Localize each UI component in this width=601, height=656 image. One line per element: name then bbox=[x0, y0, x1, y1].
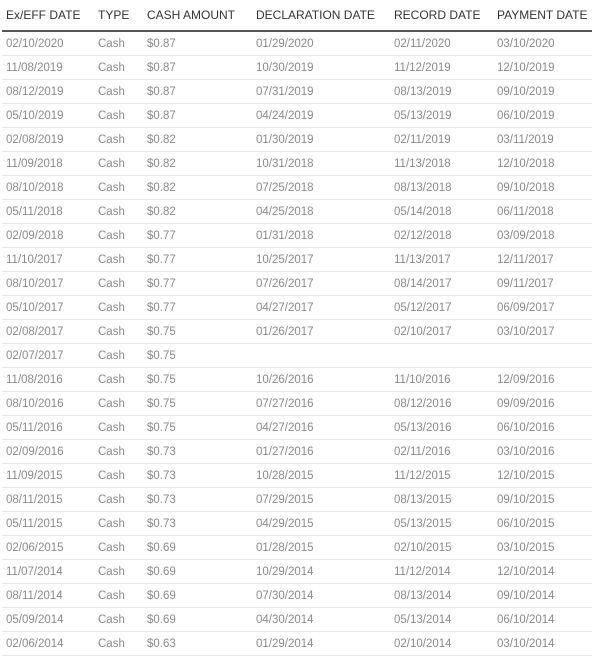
cell-payment-date: 06/10/2014 bbox=[497, 613, 555, 626]
header-ex-eff-date[interactable]: Ex/EFF DATE bbox=[6, 8, 81, 22]
cell-payment-date: 12/09/2016 bbox=[497, 373, 555, 386]
cell-record-date: 05/13/2014 bbox=[394, 613, 452, 626]
cell-declaration-date: 01/30/2019 bbox=[256, 133, 314, 146]
cell-payment-date: 06/09/2017 bbox=[497, 301, 555, 314]
cell-declaration-date: 10/25/2017 bbox=[256, 253, 314, 266]
cell-declaration-date: 07/31/2019 bbox=[256, 85, 314, 98]
cell-payment-date: 03/10/2020 bbox=[497, 37, 555, 50]
cell-type: Cash bbox=[98, 517, 125, 530]
cell-record-date: 08/13/2018 bbox=[394, 181, 452, 194]
cell-type: Cash bbox=[98, 589, 125, 602]
cell-type: Cash bbox=[98, 253, 125, 266]
cell-payment-date: 09/10/2015 bbox=[497, 493, 555, 506]
cell-type: Cash bbox=[98, 205, 125, 218]
cell-declaration-date: 10/28/2015 bbox=[256, 469, 314, 482]
cell-cash-amount: $0.73 bbox=[147, 517, 176, 530]
cell-cash-amount: $0.87 bbox=[147, 61, 176, 74]
cell-cash-amount: $0.73 bbox=[147, 445, 176, 458]
cell-ex-eff-date: 02/06/2015 bbox=[6, 541, 64, 554]
cell-ex-eff-date: 11/09/2018 bbox=[6, 157, 63, 170]
cell-type: Cash bbox=[98, 37, 125, 50]
cell-payment-date: 09/10/2018 bbox=[497, 181, 555, 194]
cell-declaration-date: 04/27/2016 bbox=[256, 421, 314, 434]
table-row bbox=[2, 152, 592, 176]
table-row bbox=[2, 176, 592, 200]
cell-record-date: 11/12/2014 bbox=[394, 565, 451, 578]
cell-record-date: 11/13/2017 bbox=[394, 253, 451, 266]
cell-type: Cash bbox=[98, 325, 125, 338]
cell-declaration-date: 01/29/2020 bbox=[256, 37, 314, 50]
cell-record-date: 02/10/2014 bbox=[394, 637, 452, 650]
table-row bbox=[2, 104, 592, 128]
cell-ex-eff-date: 08/11/2014 bbox=[6, 589, 63, 602]
cell-type: Cash bbox=[98, 613, 125, 626]
cell-type: Cash bbox=[98, 565, 125, 578]
table-row bbox=[2, 536, 592, 560]
table-header bbox=[2, 0, 592, 32]
cell-cash-amount: $0.77 bbox=[147, 229, 176, 242]
cell-payment-date: 12/11/2017 bbox=[497, 253, 554, 266]
cell-record-date: 08/13/2019 bbox=[394, 85, 452, 98]
cell-ex-eff-date: 08/11/2015 bbox=[6, 493, 63, 506]
table-row bbox=[2, 512, 592, 536]
cell-cash-amount: $0.82 bbox=[147, 181, 176, 194]
cell-cash-amount: $0.75 bbox=[147, 397, 176, 410]
cell-type: Cash bbox=[98, 493, 125, 506]
cell-cash-amount: $0.75 bbox=[147, 349, 176, 362]
table-row bbox=[2, 80, 592, 104]
cell-ex-eff-date: 08/12/2019 bbox=[6, 85, 64, 98]
cell-type: Cash bbox=[98, 133, 125, 146]
cell-payment-date: 12/10/2014 bbox=[497, 565, 555, 578]
table-row bbox=[2, 248, 592, 272]
table-row bbox=[2, 296, 592, 320]
cell-record-date: 11/12/2015 bbox=[394, 469, 451, 482]
table-row bbox=[2, 392, 592, 416]
cell-record-date: 08/13/2015 bbox=[394, 493, 452, 506]
cell-ex-eff-date: 11/08/2019 bbox=[6, 61, 63, 74]
cell-record-date: 02/12/2018 bbox=[394, 229, 452, 242]
cell-payment-date: 03/10/2015 bbox=[497, 541, 555, 554]
cell-declaration-date: 07/30/2014 bbox=[256, 589, 314, 602]
cell-ex-eff-date: 11/07/2014 bbox=[6, 565, 63, 578]
cell-ex-eff-date: 11/09/2015 bbox=[6, 469, 63, 482]
cell-payment-date: 09/09/2016 bbox=[497, 397, 555, 410]
table-row bbox=[2, 320, 592, 344]
cell-cash-amount: $0.63 bbox=[147, 637, 176, 650]
cell-ex-eff-date: 05/11/2015 bbox=[6, 517, 63, 530]
cell-cash-amount: $0.82 bbox=[147, 205, 176, 218]
table-row bbox=[2, 560, 592, 584]
cell-ex-eff-date: 05/11/2016 bbox=[6, 421, 63, 434]
cell-payment-date: 03/10/2016 bbox=[497, 445, 555, 458]
cell-cash-amount: $0.87 bbox=[147, 85, 176, 98]
cell-record-date: 11/10/2016 bbox=[394, 373, 451, 386]
cell-record-date: 05/13/2015 bbox=[394, 517, 452, 530]
table-row bbox=[2, 440, 592, 464]
cell-payment-date: 03/10/2014 bbox=[497, 637, 555, 650]
cell-record-date: 05/13/2016 bbox=[394, 421, 452, 434]
cell-type: Cash bbox=[98, 469, 125, 482]
cell-declaration-date: 07/27/2016 bbox=[256, 397, 314, 410]
cell-type: Cash bbox=[98, 277, 125, 290]
cell-declaration-date: 04/29/2015 bbox=[256, 517, 314, 530]
table-row bbox=[2, 272, 592, 296]
table-row bbox=[2, 128, 592, 152]
cell-declaration-date: 01/29/2014 bbox=[256, 637, 314, 650]
table-row bbox=[2, 344, 592, 368]
table-row bbox=[2, 368, 592, 392]
header-declaration-date[interactable]: DECLARATION DATE bbox=[256, 8, 375, 22]
cell-type: Cash bbox=[98, 85, 125, 98]
cell-record-date: 05/14/2018 bbox=[394, 205, 452, 218]
cell-declaration-date: 04/30/2014 bbox=[256, 613, 314, 626]
cell-declaration-date: 01/28/2015 bbox=[256, 541, 314, 554]
cell-payment-date: 09/10/2019 bbox=[497, 85, 555, 98]
cell-ex-eff-date: 02/08/2019 bbox=[6, 133, 64, 146]
cell-cash-amount: $0.82 bbox=[147, 157, 176, 170]
cell-cash-amount: $0.75 bbox=[147, 421, 176, 434]
cell-payment-date: 06/10/2015 bbox=[497, 517, 555, 530]
cell-ex-eff-date: 08/10/2016 bbox=[6, 397, 64, 410]
cell-declaration-date: 07/26/2017 bbox=[256, 277, 314, 290]
cell-ex-eff-date: 05/09/2014 bbox=[6, 613, 64, 626]
cell-declaration-date: 07/29/2015 bbox=[256, 493, 314, 506]
cell-cash-amount: $0.77 bbox=[147, 277, 176, 290]
cell-declaration-date: 01/26/2017 bbox=[256, 325, 314, 338]
cell-record-date: 05/12/2017 bbox=[394, 301, 452, 314]
cell-ex-eff-date: 02/06/2014 bbox=[6, 637, 64, 650]
cell-ex-eff-date: 11/08/2016 bbox=[6, 373, 63, 386]
cell-ex-eff-date: 02/09/2018 bbox=[6, 229, 64, 242]
cell-type: Cash bbox=[98, 349, 125, 362]
cell-declaration-date: 04/24/2019 bbox=[256, 109, 314, 122]
cell-ex-eff-date: 05/11/2018 bbox=[6, 205, 63, 218]
cell-type: Cash bbox=[98, 397, 125, 410]
cell-cash-amount: $0.73 bbox=[147, 493, 176, 506]
cell-cash-amount: $0.77 bbox=[147, 301, 176, 314]
table-row bbox=[2, 200, 592, 224]
cell-declaration-date: 01/27/2016 bbox=[256, 445, 314, 458]
header-payment-date[interactable]: PAYMENT DATE bbox=[497, 8, 588, 22]
cell-cash-amount: $0.69 bbox=[147, 589, 176, 602]
cell-payment-date: 12/10/2018 bbox=[497, 157, 555, 170]
cell-payment-date: 09/11/2017 bbox=[497, 277, 554, 290]
cell-type: Cash bbox=[98, 61, 125, 74]
cell-ex-eff-date: 05/10/2017 bbox=[6, 301, 64, 314]
cell-record-date: 08/13/2014 bbox=[394, 589, 452, 602]
cell-type: Cash bbox=[98, 157, 125, 170]
cell-type: Cash bbox=[98, 301, 125, 314]
cell-ex-eff-date: 02/07/2017 bbox=[6, 349, 64, 362]
cell-declaration-date: 04/27/2017 bbox=[256, 301, 314, 314]
header-type[interactable]: TYPE bbox=[98, 8, 130, 22]
cell-declaration-date: 10/29/2014 bbox=[256, 565, 314, 578]
cell-ex-eff-date: 05/10/2019 bbox=[6, 109, 64, 122]
cell-cash-amount: $0.77 bbox=[147, 253, 176, 266]
cell-record-date: 02/11/2020 bbox=[394, 37, 451, 50]
table-row bbox=[2, 584, 592, 608]
cell-payment-date: 06/10/2016 bbox=[497, 421, 555, 434]
cell-declaration-date: 10/26/2016 bbox=[256, 373, 314, 386]
cell-record-date: 08/12/2016 bbox=[394, 397, 452, 410]
table-row bbox=[2, 416, 592, 440]
cell-cash-amount: $0.69 bbox=[147, 565, 176, 578]
cell-cash-amount: $0.69 bbox=[147, 541, 176, 554]
cell-cash-amount: $0.87 bbox=[147, 109, 176, 122]
cell-cash-amount: $0.82 bbox=[147, 133, 176, 146]
cell-declaration-date: 01/31/2018 bbox=[256, 229, 314, 242]
cell-type: Cash bbox=[98, 373, 125, 386]
cell-payment-date: 12/10/2015 bbox=[497, 469, 555, 482]
cell-cash-amount: $0.87 bbox=[147, 37, 176, 50]
cell-record-date: 02/10/2015 bbox=[394, 541, 452, 554]
cell-ex-eff-date: 02/08/2017 bbox=[6, 325, 64, 338]
dividend-history-table bbox=[2, 0, 592, 656]
cell-payment-date: 06/10/2019 bbox=[497, 109, 555, 122]
cell-declaration-date: 04/25/2018 bbox=[256, 205, 314, 218]
table-row bbox=[2, 56, 592, 80]
cell-record-date: 11/13/2018 bbox=[394, 157, 451, 170]
cell-payment-date: 06/11/2018 bbox=[497, 205, 554, 218]
cell-record-date: 08/14/2017 bbox=[394, 277, 452, 290]
cell-type: Cash bbox=[98, 637, 125, 650]
table-row bbox=[2, 608, 592, 632]
cell-declaration-date: 10/30/2019 bbox=[256, 61, 314, 74]
cell-payment-date: 09/10/2014 bbox=[497, 589, 555, 602]
cell-cash-amount: $0.75 bbox=[147, 325, 176, 338]
cell-cash-amount: $0.75 bbox=[147, 373, 176, 386]
cell-payment-date: 03/09/2018 bbox=[497, 229, 555, 242]
header-cash-amount[interactable]: CASH AMOUNT bbox=[147, 8, 236, 22]
table-row bbox=[2, 488, 592, 512]
cell-type: Cash bbox=[98, 445, 125, 458]
table-row bbox=[2, 632, 592, 656]
cell-declaration-date: 07/25/2018 bbox=[256, 181, 314, 194]
cell-record-date: 02/11/2016 bbox=[394, 445, 451, 458]
header-record-date[interactable]: RECORD DATE bbox=[394, 8, 481, 22]
cell-ex-eff-date: 02/09/2016 bbox=[6, 445, 64, 458]
cell-record-date: 02/11/2019 bbox=[394, 133, 451, 146]
table-row bbox=[2, 464, 592, 488]
cell-payment-date: 03/10/2017 bbox=[497, 325, 555, 338]
cell-record-date: 05/13/2019 bbox=[394, 109, 452, 122]
cell-type: Cash bbox=[98, 421, 125, 434]
table-row bbox=[2, 224, 592, 248]
cell-type: Cash bbox=[98, 229, 125, 242]
cell-record-date: 11/12/2019 bbox=[394, 61, 451, 74]
cell-ex-eff-date: 11/10/2017 bbox=[6, 253, 63, 266]
cell-ex-eff-date: 08/10/2018 bbox=[6, 181, 64, 194]
cell-payment-date: 12/10/2019 bbox=[497, 61, 555, 74]
cell-type: Cash bbox=[98, 541, 125, 554]
cell-record-date: 02/10/2017 bbox=[394, 325, 452, 338]
table-body bbox=[2, 32, 592, 656]
cell-declaration-date: 10/31/2018 bbox=[256, 157, 314, 170]
cell-ex-eff-date: 02/10/2020 bbox=[6, 37, 64, 50]
cell-type: Cash bbox=[98, 181, 125, 194]
cell-cash-amount: $0.69 bbox=[147, 613, 176, 626]
cell-payment-date: 03/11/2019 bbox=[497, 133, 554, 146]
cell-type: Cash bbox=[98, 109, 125, 122]
table-row bbox=[2, 32, 592, 56]
cell-ex-eff-date: 08/10/2017 bbox=[6, 277, 64, 290]
cell-cash-amount: $0.73 bbox=[147, 469, 176, 482]
